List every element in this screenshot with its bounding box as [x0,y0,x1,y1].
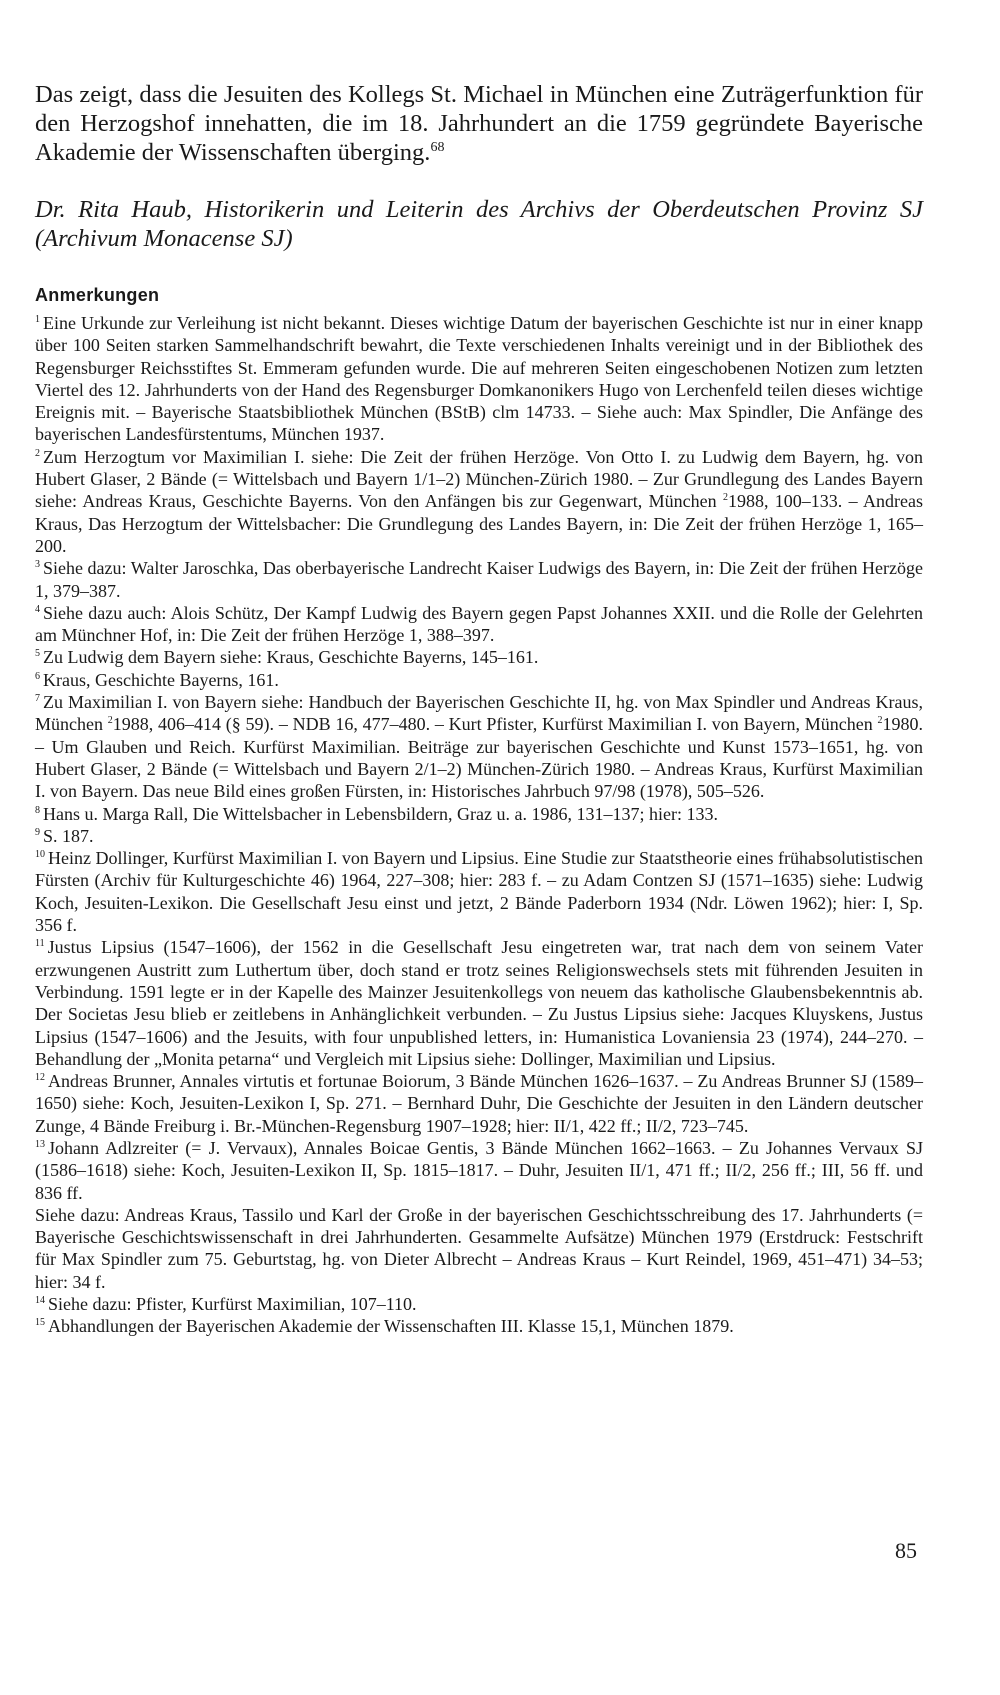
notes-list [35,312,923,1338]
note-text: Zum Herzogtum vor Maximilian I. siehe: Die Zeit der frühen Herzöge. Von Otto I. zu Ludwig dem Bayern, hg. von Hubert Glaser, 2 Bände (= Wittelsbach und Bayern 1/1–2) München-Zürich 1980. – Zur Grundlegung des Landes Bayern siehe: Andreas Kraus, Geschichte Bayerns. Von den Anfängen bis zur Gegenwart, München [35,446,923,512]
edition-superscript: 2 [107,715,113,727]
note-number: 5 [35,648,40,660]
note-number: 2 [35,447,40,459]
note-number: 1 [35,314,40,325]
note-15 [35,1315,923,1337]
note-number: 15 [35,1317,45,1329]
author-line: Dr. Rita Haub, Historikerin und Leiterin des Archivs der Oberdeutschen Provinz SJ (Archivum Monacense SJ) [35,196,923,252]
note-text: Abhandlungen der Bayerischen Akademie der Wissenschaften III. Klasse 15,1, München 1879. [48,1316,734,1337]
note-text: Heinz Dollinger, Kurfürst Maximilian I. von Bayern und Lipsius. Eine Studie zur Staatstheorie eines frühabsolutistischen Fürsten (Archiv für Kulturgeschichte 46) 1964, 227–308; hier: 283 f. – zu Adam Contzen SJ (1571–1635) siehe: Ludwig Koch, Jesuiten-Lexikon. Die Gesellschaft Jesu einst und jetzt, 2 Bände Paderborn 1934 (Ndr. Löwen 1962); hier: I, Sp. 356 f. [35,848,923,936]
intro-paragraph [35,80,923,167]
note-1 [35,312,923,446]
note-number: 3 [35,559,40,571]
footnote-ref-68: 68 [430,139,445,155]
note-8 [35,803,923,825]
page-content [35,80,923,1338]
note-text: Kraus, Geschichte Bayerns, 161. [43,669,279,690]
note-number: 4 [35,603,40,615]
note-text: Siehe dazu: Andreas Kraus, Tassilo und Karl der Große in der bayerischen Geschichtsschreibung des 17. Jahrhunderts (= Bayerische Geschichtswissenschaft in drei Jahrhunderten. Gesammelte Aufsätze) München 1979 (Erstdruck: Festschrift für Max Spindler zum 75. Geburtstag, hg. von Dieter Albrecht – Andreas Kraus – Kurt Reindel, 1969, 451–471) 34–53; hier: 34 f. [35,1204,923,1292]
note-9 [35,825,923,847]
note-number: 12 [35,1072,45,1084]
note-3 [35,557,923,602]
note-number: 8 [35,804,40,816]
note-12 [35,1070,923,1137]
note-text: Eine Urkunde zur Verleihung ist nicht bekannt. Dieses wichtige Datum der bayerischen Geschichte ist nur in einer knapp über 100 Seiten starken Sammelhandschrift bewahrt, die Texte verschiedenen Inhalts vereinigt und in der Bibliothek des Regensburger Reichsstiftes St. Emmeram gefunden wurde. Die auf mehreren Seiten eingeschobenen Notizen zum letzten Viertel des 12. Jahrhunderts von der Hand des Regensburger Domkanonikers Hugo von Lerchenfeld teilen dieses wichtige Ereignis mit. – Bayerische Staatsbibliothek München (BStB) clm 14733. – Siehe auch: Max Spindler, Die Anfänge des bayerischen Landesfürstentums, München 1937. [35,313,923,445]
intro-text: Das zeigt, dass die Jesuiten des Kollegs St. Michael in München eine Zuträgerfunktion für den Herzogshof innehatten, die im 18. Jahrhundert an die 1759 gegründete Bayerische Akademie der Wissenschaften überging. [35,81,923,166]
note-7 [35,691,923,802]
edition-superscript: 2 [722,492,728,504]
note-text: Hans u. Marga Rall, Die Wittelsbacher in Lebensbildern, Graz u. a. 1986, 131–137; hier: 133. [43,803,718,824]
note-number: 10 [35,849,45,861]
note-text: 1988, 100–133. – Andreas Kraus, Das Herzogtum der Wittelsbacher: Die Grundlegung des Landes Bayern, in: Die Zeit der frühen Herzöge 1, 165–200. [35,491,923,556]
note-text: Zu Maximilian I. von Bayern siehe: Handbuch der Bayerischen Geschichte II, hg. von Max Spindler und Andreas Kraus, München [35,692,923,735]
note-2 [35,446,923,557]
note-text: Zu Ludwig dem Bayern siehe: Kraus, Geschichte Bayerns, 145–161. [43,647,539,668]
note-text: Andreas Brunner, Annales virtutis et fortunae Boiorum, 3 Bände München 1626–1637. – Zu Andreas Brunner SJ (1589–1650) siehe: Koch, Jesuiten-Lexikon I, Sp. 271. – Bernhard Duhr, Die Geschichte der Jesuiten in den Ländern deutscher Zunge, 4 Bände Freiburg i. Br.-München-Regensburg 1907–1928; hier: II/1, 422 ff.; II/2, 723–745. [35,1071,923,1136]
note-6 [35,669,923,691]
note-text: Johann Adlzreiter (= J. Vervaux), Annales Boicae Gentis, 3 Bände München 1662–1663. – Zu Johannes Vervaux SJ (1586–1618) siehe: Koch, Jesuiten-Lexikon II, Sp. 1815–1817. – Duhr, Jesuiten II/1, 471 ff.; II/2, 256 ff.; III, 56 ff. und 836 ff. [35,1137,923,1203]
note-text: Siehe dazu: Pfister, Kurfürst Maximilian, 107–110. [48,1294,417,1315]
note-13-continuation [35,1204,923,1293]
note-text: 1980. – Um Glauben und Reich. Kurfürst Maximilian. Beiträge zur bayerischen Geschichte und Kunst 1573–1651, hg. von Hubert Glaser, 2 Bände (= Wittelsbach und Bayern 2/1–2) München-Zürich 1980. – Andreas Kraus, Kurfürst Maximilian I. von Bayern. Das neue Bild eines großen Fürsten, in: Historisches Jahrbuch 97/98 (1978), 505–526. [35,714,924,802]
note-number: 14 [35,1295,45,1307]
notes-heading: Anmerkungen [35,285,160,305]
note-10 [35,847,923,936]
note-13 [35,1137,923,1204]
note-number: 7 [35,693,40,705]
note-text: Siehe dazu: Walter Jaroschka, Das oberbayerische Landrecht Kaiser Ludwigs des Bayern, in: Die Zeit der frühen Herzöge 1, 379–387. [35,558,923,601]
note-text: S. 187. [43,825,94,846]
note-14 [35,1293,923,1315]
note-11 [35,936,923,1070]
note-number: 13 [35,1138,45,1150]
note-number: 6 [35,670,40,682]
edition-superscript: 2 [877,715,883,727]
note-4 [35,602,923,647]
note-5 [35,646,923,668]
note-text: 1988, 406–414 (§ 59). – NDB 16, 477–480. – Kurt Pfister, Kurfürst Maximilian I. von Bayern, München [112,714,878,735]
note-number: 11 [35,938,45,950]
note-text: Siehe dazu auch: Alois Schütz, Der Kampf Ludwig des Bayern gegen Papst Johannes XXII. und die Rolle der Gelehrten am Münchner Hof, in: Die Zeit der frühen Herzöge 1, 388–397. [35,602,923,646]
note-text: Justus Lipsius (1547–1606), der 1562 in die Gesellschaft Jesu eingetreten war, trat nach dem von seinem Vater erzwungenen Austritt zum Luthertum über, doch stand er trotz seines Religionswechsels stets mit führenden Jesuiten in Verbindung. 1591 legte er in der Kapelle des Mainzer Jesuitenkollegs von neuem das katholische Glaubensbekenntnis ab. Der Societas Jesu blieb er zeitlebens in Anhänglichkeit verbunden. – Zu Justus Lipsius siehe: Jacques Kluyskens, Justus Lipsius (1547–1606) and the Jesuits, with four unpublished letters, in: Humanistica Lovaniensia 23 (1974), 244–270. – Behandlung der „Monita petarna“ und Vergleich mit Lipsius siehe: Dollinger, Maximilian und Lipsius. [35,937,923,1069]
note-number: 9 [35,826,40,838]
page-number: 85 [895,1538,917,1563]
